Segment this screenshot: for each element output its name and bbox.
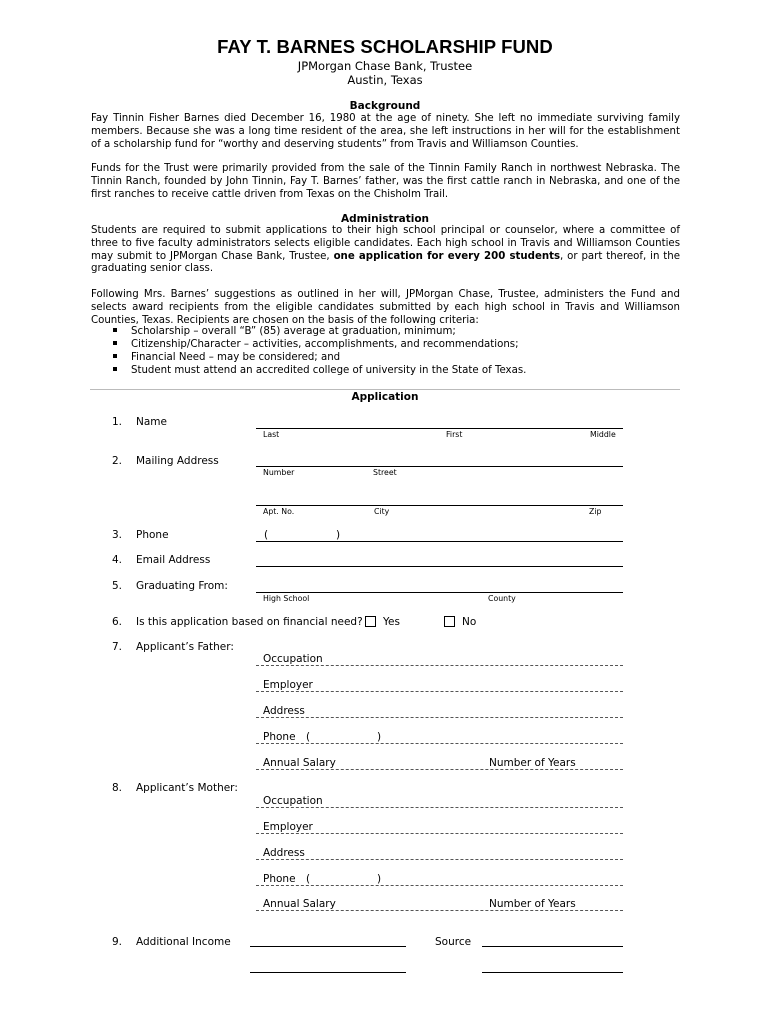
- trustee-line: JPMorgan Chase Bank, Trustee: [297, 59, 473, 73]
- additional-income-field-1[interactable]: [250, 946, 406, 947]
- bullet-icon: [113, 367, 117, 371]
- background-paragraph-1: Fay Tinnin Fisher Barnes died December 16, 1980 at the age of ninety. She left no immediate surviving family members. Because she was a long time resident of the area, she left instructions in her will for the establishment of a scholarship fund for “worthy and deserving students” from Travis and Williamson Counties.: [91, 113, 680, 150]
- mother-salary-field[interactable]: [256, 910, 623, 911]
- father-address-label: Address: [263, 705, 305, 717]
- address-number-caption: Number: [263, 468, 295, 477]
- mailing-address-label: Mailing Address: [136, 455, 219, 467]
- address-apt-caption: Apt. No.: [263, 507, 295, 516]
- mother-address-label: Address: [263, 847, 305, 859]
- item-number: 6.: [112, 616, 123, 628]
- administration-heading: Administration: [340, 213, 430, 225]
- mother-salary-label: Annual Salary: [263, 898, 336, 910]
- item-number: 7.: [112, 641, 123, 653]
- father-employer-label: Employer: [263, 679, 313, 691]
- criteria-item: Financial Need – may be considered; and: [113, 352, 340, 365]
- background-heading: Background: [349, 100, 421, 112]
- high-school-caption: High School: [263, 594, 310, 603]
- page-title: FAY T. BARNES SCHOLARSHIP FUND: [217, 36, 553, 57]
- mother-phone-paren-open: (: [306, 873, 311, 885]
- bullet-icon: [113, 328, 117, 332]
- item-number: 9.: [112, 936, 123, 948]
- application-quota: one application for every 200 students: [333, 250, 561, 262]
- address-zip-caption: Zip: [589, 507, 602, 516]
- email-label: Email Address: [136, 554, 211, 566]
- father-address-field[interactable]: [256, 717, 623, 718]
- application-heading: Application: [351, 391, 419, 403]
- phone-paren-open: (: [264, 529, 269, 541]
- source-field-2[interactable]: [482, 972, 623, 973]
- father-years-label: Number of Years: [489, 757, 576, 769]
- father-salary-field[interactable]: [256, 769, 623, 770]
- source-label: Source: [435, 936, 472, 948]
- mother-occupation-label: Occupation: [263, 795, 323, 807]
- county-caption: County: [488, 594, 516, 603]
- city-zip-field[interactable]: [256, 505, 623, 506]
- address-street-caption: Street: [373, 468, 397, 477]
- item-number: 3.: [112, 529, 123, 541]
- father-occupation-label: Occupation: [263, 653, 323, 665]
- location-line: Austin, Texas: [347, 73, 423, 87]
- email-field[interactable]: [256, 566, 623, 567]
- item-number: 2.: [112, 455, 123, 467]
- name-last-caption: Last: [263, 430, 280, 439]
- mother-employer-field[interactable]: [256, 833, 623, 834]
- father-label: Applicant’s Father:: [136, 641, 234, 653]
- street-address-field[interactable]: [256, 466, 623, 467]
- father-phone-paren-close: ): [377, 731, 382, 743]
- graduating-from-field[interactable]: [256, 592, 623, 593]
- address-city-caption: City: [374, 507, 390, 516]
- financial-need-question: Is this application based on financial need?: [136, 616, 363, 628]
- background-paragraph-2: Funds for the Trust were primarily provided from the sale of the Tinnin Family Ranch in northwest Nebraska. The Tinnin Ranch, founded by John Tinnin, Fay T. Barnes’ father, was the first cattle ranch in Nebraska, and one of the first ranches to receive cattle driven from Texas on the Chisholm Trail.: [91, 163, 680, 200]
- father-phone-label: Phone: [263, 731, 296, 743]
- item-number: 4.: [112, 554, 123, 566]
- graduating-from-label: Graduating From:: [136, 580, 228, 592]
- name-field[interactable]: [256, 428, 623, 429]
- mother-label: Applicant’s Mother:: [136, 782, 238, 794]
- mother-occupation-field[interactable]: [256, 807, 623, 808]
- no-label: No: [462, 616, 477, 628]
- item-number: 8.: [112, 782, 123, 794]
- bullet-icon: [113, 341, 117, 345]
- yes-label: Yes: [383, 616, 400, 628]
- additional-income-field-2[interactable]: [250, 972, 406, 973]
- father-occupation-field[interactable]: [256, 665, 623, 666]
- name-middle-caption: Middle: [590, 430, 616, 439]
- father-employer-field[interactable]: [256, 691, 623, 692]
- phone-label: Phone: [136, 529, 169, 541]
- yes-checkbox[interactable]: [365, 616, 376, 627]
- father-phone-paren-open: (: [306, 731, 311, 743]
- criteria-item: Citizenship/Character – activities, accomplishments, and recommendations;: [113, 339, 519, 352]
- phone-paren-close: ): [336, 529, 341, 541]
- mother-phone-field[interactable]: [256, 885, 623, 886]
- mother-years-label: Number of Years: [489, 898, 576, 910]
- name-label: Name: [136, 416, 167, 428]
- name-first-caption: First: [446, 430, 463, 439]
- mother-phone-paren-close: ): [377, 873, 382, 885]
- mother-address-field[interactable]: [256, 859, 623, 860]
- criteria-item: Scholarship – overall “B” (85) average at graduation, minimum;: [113, 326, 456, 339]
- additional-income-label: Additional Income: [136, 936, 231, 948]
- item-number: 1.: [112, 416, 123, 428]
- item-number: 5.: [112, 580, 123, 592]
- father-phone-field[interactable]: [256, 743, 623, 744]
- source-field-1[interactable]: [482, 946, 623, 947]
- no-checkbox[interactable]: [444, 616, 455, 627]
- mother-phone-label: Phone: [263, 873, 296, 885]
- father-salary-label: Annual Salary: [263, 757, 336, 769]
- criteria-item: Student must attend an accredited college of university in the State of Texas.: [113, 365, 526, 378]
- administration-paragraph-2: Following Mrs. Barnes’ suggestions as outlined in her will, JPMorgan Chase, Trustee, administers the Fund and selects award recipients from the eligible candidates submitted by each high school in Travis and Williamson Counties, Texas. Recipients are chosen on the basis of the following criteria:: [91, 289, 680, 326]
- section-divider: [90, 389, 680, 390]
- mother-employer-label: Employer: [263, 821, 313, 833]
- administration-paragraph-1: Students are required to submit applications to their high school principal or counselor, where a committee of three to five faculty administrators selects eligible candidates. Each high school in Travis and Williamson Counties may submit to JPMorgan Chase Bank, Trustee, one application for every 200 students, or part thereof, in the graduating senior class.: [91, 225, 680, 275]
- bullet-icon: [113, 354, 117, 358]
- phone-field[interactable]: [256, 541, 623, 542]
